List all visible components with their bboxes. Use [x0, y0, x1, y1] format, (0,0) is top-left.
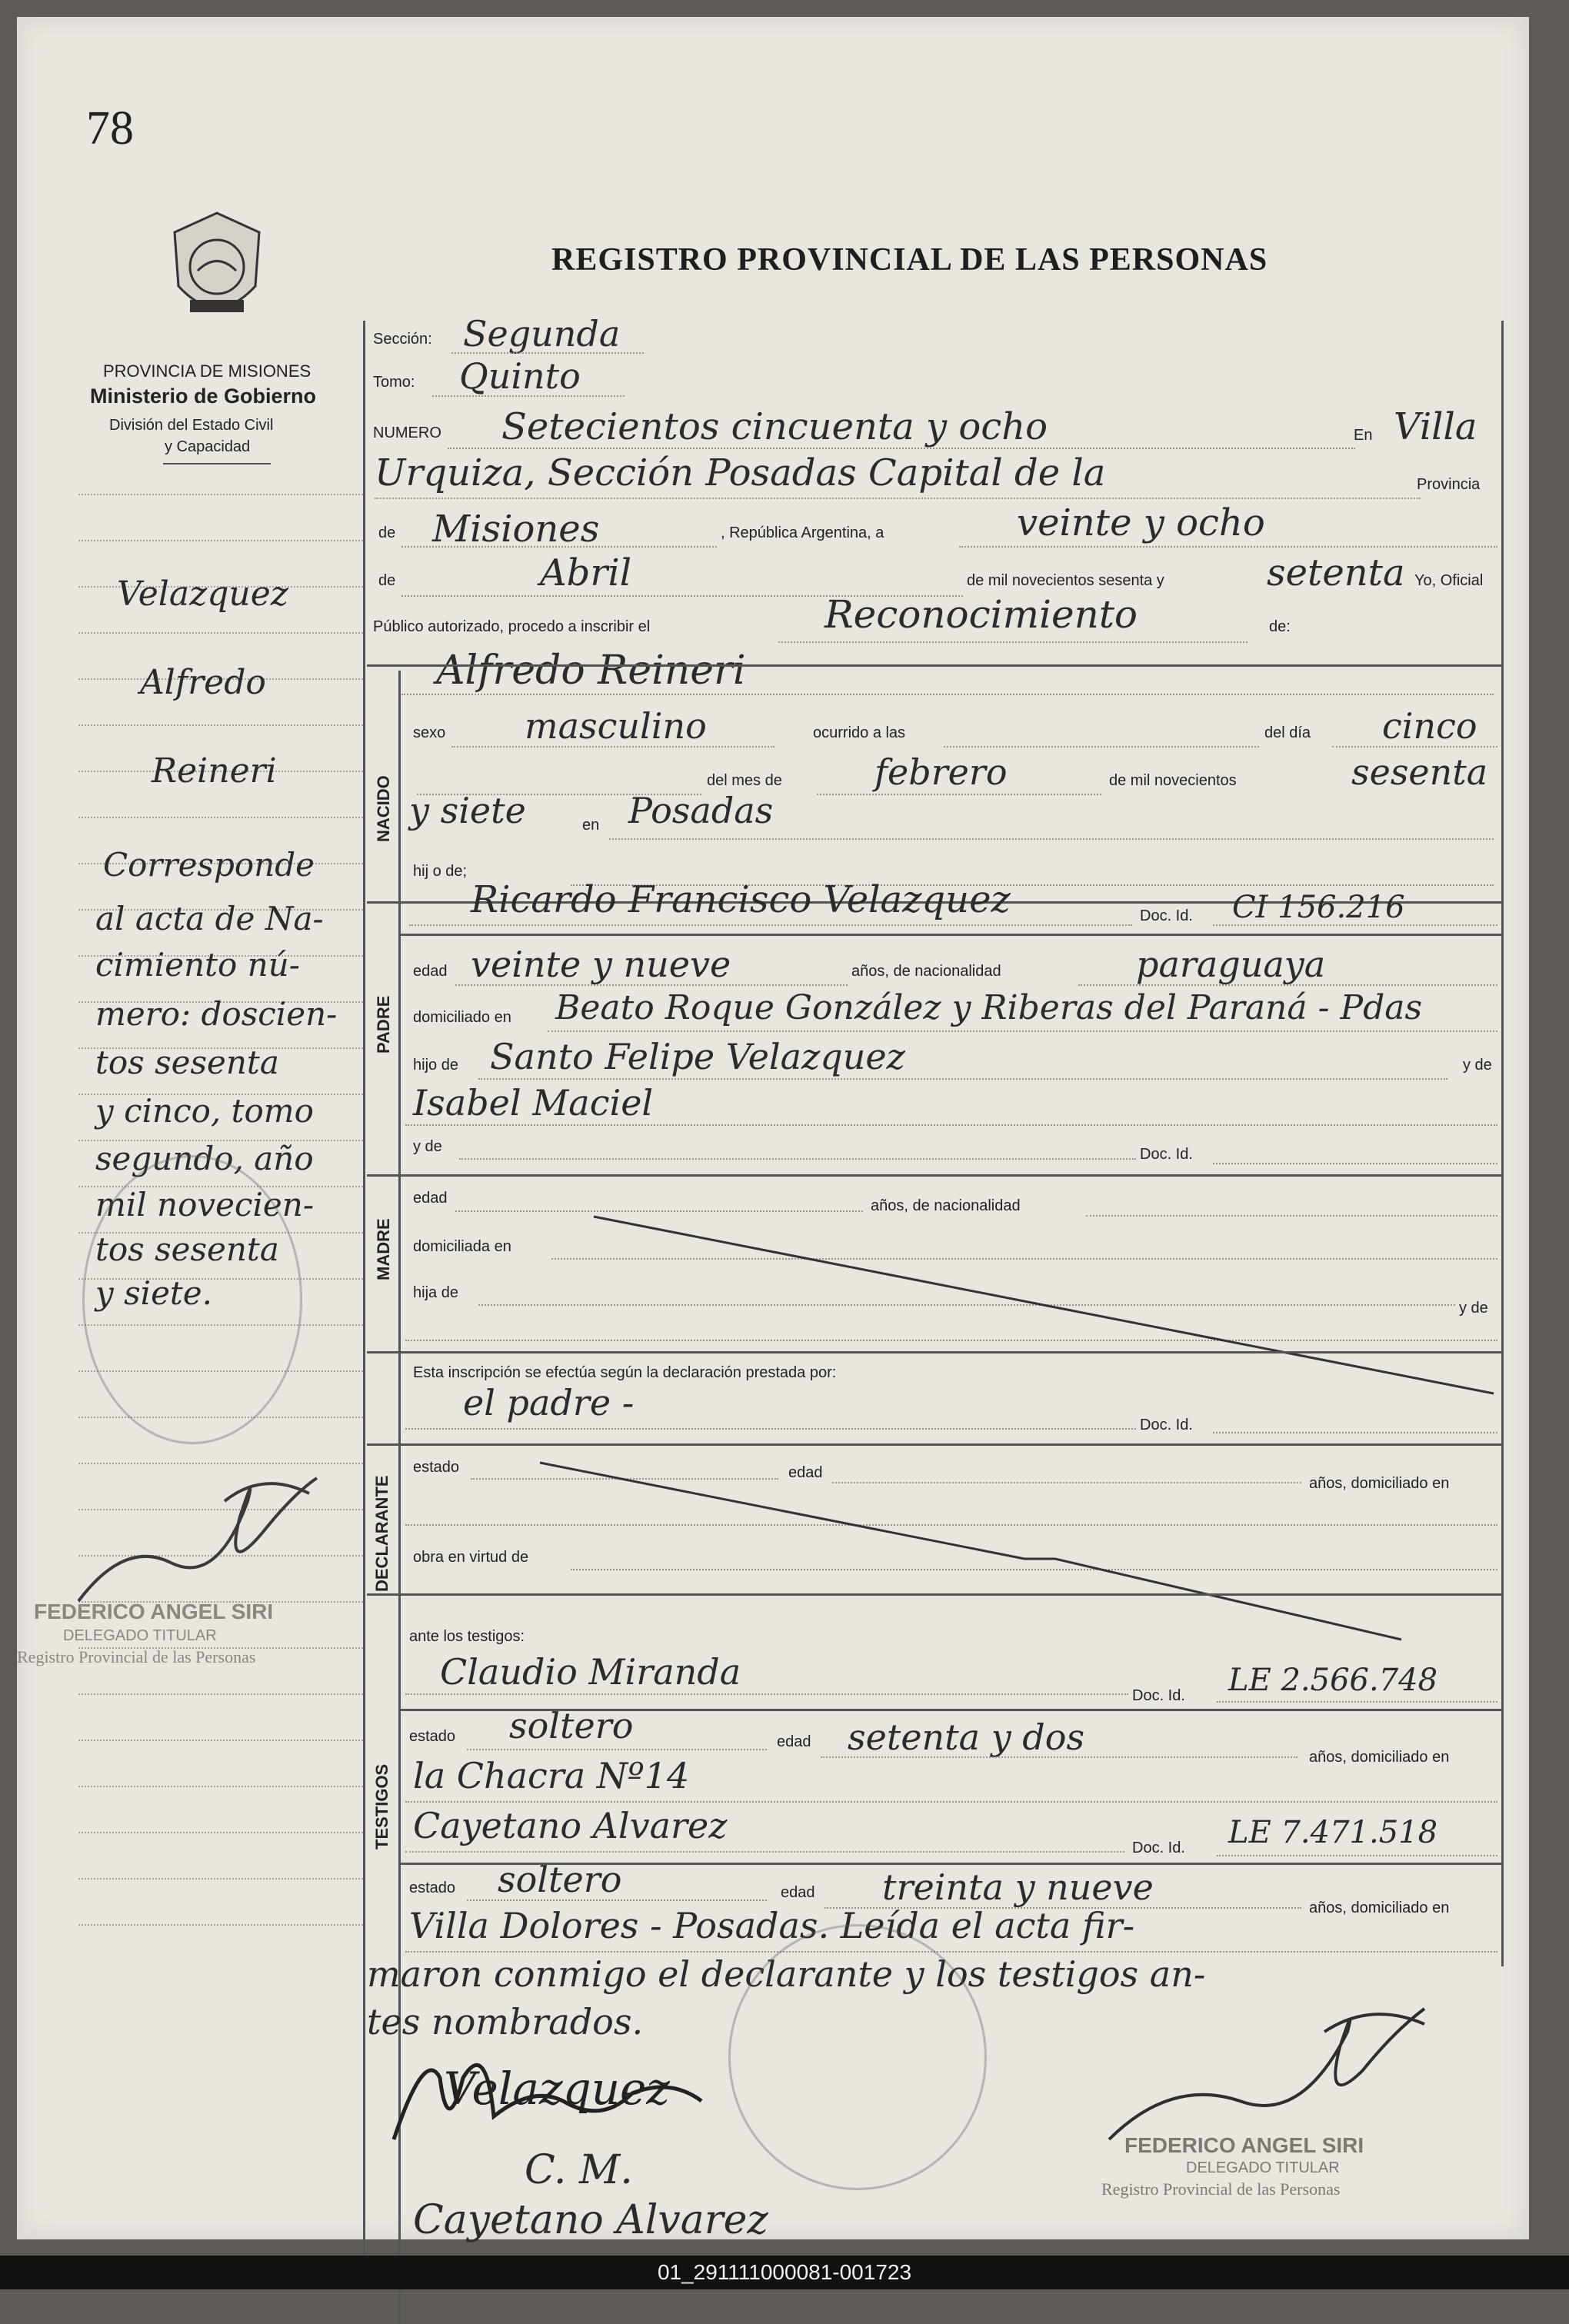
- margin-official-stamp: [82, 1155, 302, 1444]
- en-value: Villa: [1394, 405, 1477, 448]
- official-sig-office: Registro Provincial de las Personas: [1101, 2179, 1341, 2199]
- de-mes-label: de: [378, 572, 396, 589]
- closing-line-2: tes nombrados.: [367, 2001, 644, 2043]
- margin-note-line-1: Velazquez: [117, 574, 288, 614]
- margin-sig-office: Registro Provincial de las Personas: [17, 1647, 256, 1666]
- padre-doc-value: CI 156.216: [1232, 890, 1405, 925]
- testigo1-edad-value: setenta y dos: [848, 1716, 1085, 1758]
- declarante-section-label: DECLARANTE: [372, 1475, 391, 1592]
- publico-label: Público autorizado, procedo a inscribir el: [373, 618, 651, 635]
- madre-anios-label: años, de nacionalidad: [871, 1197, 1021, 1214]
- margin-sig-title: DELEGADO TITULAR: [63, 1627, 217, 1644]
- page-number: 78: [86, 102, 134, 155]
- closing-line-1: maron conmigo el declarante y los testigos an-: [367, 1953, 1206, 1995]
- padre-madre-value: Isabel Maciel: [413, 1082, 654, 1124]
- sexo-label: sexo: [413, 724, 446, 741]
- mes-nacimiento-value: febrero: [874, 751, 1008, 793]
- anio-nacimiento-value: sesenta: [1351, 751, 1488, 793]
- testigo1-doc-label: Doc. Id.: [1132, 1687, 1185, 1704]
- testigo2-estado-value: soltero: [498, 1859, 622, 1900]
- document-page: [17, 17, 1529, 2243]
- padre-anios-label: años, de nacionalidad: [851, 963, 1001, 980]
- seccion-label: Sección:: [373, 331, 432, 348]
- registry-title: REGISTRO PROVINCIAL DE LAS PERSONAS: [551, 242, 1268, 278]
- margin-note-line-7: mero: doscien-: [95, 995, 338, 1033]
- testigos-section-label: TESTIGOS: [372, 1763, 391, 1850]
- padre-edad-value: veinte y nueve: [471, 944, 731, 985]
- testigo2-doc-label: Doc. Id.: [1132, 1840, 1185, 1856]
- testigo1-estado-label: estado: [409, 1728, 456, 1745]
- place-value: Urquiza, Sección Posadas Capital de la: [375, 451, 1106, 494]
- witness1-signature: C. M.: [525, 2147, 633, 2193]
- mil-label: de mil novecientos: [1109, 772, 1237, 789]
- dia-nacimiento-value: cinco: [1382, 705, 1477, 747]
- declarante-obra-label: obra en virtud de: [413, 1549, 529, 1566]
- madre-section-label: MADRE: [374, 1218, 393, 1280]
- testigo2-estado-label: estado: [409, 1880, 456, 1896]
- tomo-label: Tomo:: [373, 374, 415, 391]
- padre-doc-label: Doc. Id.: [1140, 907, 1193, 924]
- margin-note-line-3: Reineri: [152, 751, 277, 791]
- padre-nacionalidad-value: paraguaya: [1136, 944, 1326, 985]
- madre-y-de2-label: y de: [1459, 1300, 1488, 1317]
- madre-doc-label: Doc. Id.: [1140, 1146, 1193, 1163]
- en-lugar-label: en: [582, 817, 600, 834]
- acto-value: Reconocimiento: [824, 592, 1138, 637]
- madre-y-de-label: y de: [413, 1138, 442, 1155]
- province-seal-icon: [167, 209, 267, 332]
- margin-note-line-4: Corresponde: [103, 846, 315, 884]
- testigo1-domicilio: la Chacra Nº14: [413, 1755, 690, 1796]
- anio-nacimiento-value-2: y siete: [409, 790, 526, 831]
- testigo1-doc-value: LE 2.566.748: [1228, 1663, 1438, 1698]
- madre-edad-label: edad: [413, 1190, 448, 1207]
- nacido-top-rule: [367, 664, 1501, 667]
- declarante-estado-label: estado: [413, 1459, 460, 1476]
- sexo-value: masculino: [525, 705, 707, 747]
- del-dia-label: del día: [1264, 724, 1311, 741]
- margin-note-line-8: tos sesenta: [95, 1044, 279, 1081]
- nacido-section-label: NACIDO: [374, 775, 393, 842]
- form-right-rule: [1501, 321, 1504, 1966]
- margin-note-line-2: Alfredo: [140, 663, 266, 702]
- testigo2-anios-label: años, domiciliado en: [1309, 1899, 1450, 1916]
- declarante-sig-text: Velazquez: [444, 2063, 670, 2115]
- nombre-inscripto: Alfredo Reineri: [436, 648, 746, 694]
- numero-value: Setecientos cincuenta y ocho: [501, 405, 1048, 448]
- margin-sig-name: FEDERICO ANGEL SIRI: [34, 1600, 274, 1623]
- testigo2-edad-label: edad: [781, 1884, 815, 1901]
- testigo1-estado-value: soltero: [509, 1705, 634, 1746]
- de-colon-label: de:: [1269, 618, 1291, 635]
- hijo-de-label: hij o de;: [413, 863, 468, 880]
- republica-label: , República Argentina, a: [721, 524, 884, 541]
- testigo2-doc-value: LE 7.471.518: [1228, 1815, 1438, 1850]
- declarante-intro-label: Esta inscripción se efectúa según la declaración prestada por:: [413, 1364, 837, 1381]
- ministry-label: Ministerio de Gobierno: [90, 385, 317, 408]
- testigo1-edad-label: edad: [777, 1733, 811, 1750]
- anio-label: de mil novecientos sesenta y: [967, 572, 1164, 589]
- oficial-label: Yo, Oficial: [1414, 572, 1484, 589]
- madre-domicilio-label: domiciliada en: [413, 1238, 511, 1255]
- de-label: de: [378, 524, 396, 541]
- tomo-value: Quinto: [459, 355, 581, 397]
- padre-nombre-value: Ricardo Francisco Velazquez: [471, 878, 1011, 921]
- testigo1-nombre: Claudio Miranda: [440, 1651, 741, 1693]
- anio-value: setenta: [1267, 551, 1405, 594]
- del-mes-label: del mes de: [707, 772, 782, 789]
- declarante-doc-label: Doc. Id.: [1140, 1417, 1193, 1433]
- testigo2-edad-value: treinta y nueve: [882, 1866, 1154, 1908]
- margin-note-line-11: mil novecien-: [95, 1186, 315, 1224]
- margin-note-line-6: cimiento nú-: [95, 946, 300, 984]
- en-label: En: [1354, 427, 1373, 444]
- declarante-edad-label: edad: [788, 1464, 823, 1481]
- testigo1-anios-label: años, domiciliado en: [1309, 1749, 1450, 1766]
- mes-value: Abril: [540, 551, 632, 594]
- declarante-value: el padre -: [463, 1382, 635, 1423]
- testigo2-domicilio: Villa Dolores - Posadas. Leída el acta fir-: [409, 1905, 1135, 1946]
- margin-note-line-9: y cinco, tomo: [95, 1092, 314, 1130]
- ocurrido-label: ocurrido a las: [813, 724, 906, 741]
- dia-value: veinte y ocho: [1017, 501, 1265, 544]
- margin-note-line-13: y siete.: [95, 1274, 213, 1312]
- ante-testigos-label: ante los testigos:: [409, 1628, 525, 1645]
- padre-section-label: PADRE: [374, 995, 393, 1054]
- margin-column-rule: [363, 321, 365, 2282]
- testigo2-nombre: Cayetano Alvarez: [413, 1805, 728, 1846]
- declarante-anios-label: años, domiciliado en: [1309, 1475, 1450, 1492]
- witness2-signature: Cayetano Alvarez: [413, 2197, 768, 2243]
- margin-note-line-10: segundo, año: [95, 1140, 314, 1177]
- provincia-value: Misiones: [432, 508, 600, 551]
- padre-domicilio-value: Beato Roque González y Riberas del Paraná - Pdas: [555, 988, 1423, 1027]
- padre-edad-label: edad: [413, 963, 448, 980]
- official-sig-name: FEDERICO ANGEL SIRI: [1124, 2133, 1364, 2157]
- padre-domicilio-label: domiciliado en: [413, 1009, 511, 1026]
- padre-y-de-label: y de: [1463, 1057, 1492, 1074]
- lugar-nacimiento-value: Posadas: [628, 790, 774, 831]
- provincia-label: Provincia: [1417, 476, 1481, 493]
- image-id-footer: 01_291111000081-001723: [0, 2256, 1569, 2289]
- margin-note-line-5: al acta de Na-: [95, 900, 324, 937]
- margin-note-line-12: tos sesenta: [95, 1230, 279, 1268]
- header-divider: [163, 463, 271, 464]
- division-label-2: y Capacidad: [165, 438, 251, 455]
- padre-hijo-de-label: hijo de: [413, 1057, 458, 1074]
- numero-label: NUMERO: [373, 425, 441, 441]
- madre-hija-de-label: hija de: [413, 1284, 458, 1301]
- province-label: PROVINCIA DE MISIONES: [103, 361, 311, 381]
- division-label: División del Estado Civil: [109, 417, 274, 434]
- declarante-cancel-stroke: [532, 1459, 1409, 1643]
- seccion-value: Segunda: [463, 313, 621, 355]
- official-sig-title: DELEGADO TITULAR: [1186, 2159, 1340, 2176]
- padre-hijo-de-value: Santo Felipe Velazquez: [490, 1036, 905, 1077]
